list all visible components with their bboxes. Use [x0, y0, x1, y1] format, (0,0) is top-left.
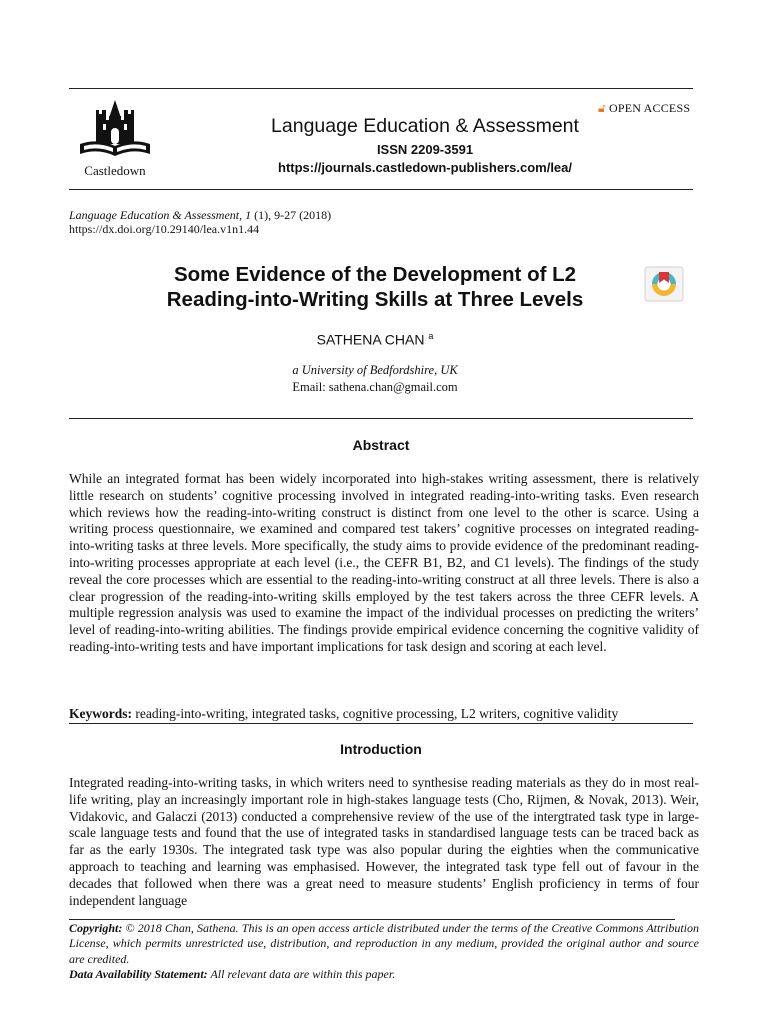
- author-name-text: SATHENA CHAN: [316, 331, 429, 348]
- copyright-text: © 2018 Chan, Sathena. This is an open access article distributed under the terms of the Creative Commons Attribution License, which permits unrestricted use, distribution, and reproduction in any medium, provided the original author and source are credited.: [69, 921, 699, 966]
- footer-rule: [69, 919, 675, 920]
- journal-title: Language Education & Assessment: [271, 115, 579, 137]
- citation-journal: Language Education & Assessment, 1: [69, 208, 252, 222]
- keywords-text: reading-into-writing, integrated tasks, cognitive processing, L2 writers, cognitive validity: [132, 706, 619, 721]
- abstract-top-rule: [69, 418, 693, 419]
- copyright-note: [69, 921, 699, 967]
- data-availability-label: Data Availability Statement:: [69, 967, 208, 982]
- doi-link[interactable]: https://dx.doi.org/10.29140/lea.v1n1.44: [69, 222, 260, 236]
- author-affiliation-marker: a: [428, 331, 434, 341]
- open-access-label: OPEN ACCESS: [608, 101, 691, 115]
- author-email: Email: sathena.chan@gmail.com: [292, 380, 458, 394]
- copyright-label: Copyright:: [69, 921, 123, 935]
- citation-details: (1), 9-27 (2018): [251, 208, 332, 222]
- abstract-heading: Abstract: [352, 437, 410, 453]
- open-lock-icon: 🔓︎: [598, 101, 606, 115]
- author-affiliation: a University of Bedfordshire, UK: [292, 363, 458, 377]
- paper-title: [100, 262, 650, 312]
- abstract-text: While an integrated format has been widely incorporated into high-stakes writing assessment, there is relatively little research on students’ cognitive processing involved in integrated reading-into-writing tasks. Even research which reviews how the reading-into-writing construct is distinct from one level to the other is scarce. Using a writing process questionnaire, we examined and compared test takers’ cognitive processes on integrated reading-into-writing tasks at three levels. More specifically, the study aims to provide evidence of the predominant reading-into-writing processes appropriate at each level (i.e., the CEFR B1, B2, and C1 levels). The findings of the study reveal the core processes which are essential to the reading-into-writing construct at all three levels. There is also a clear progression of the reading-into-writing skills employed by the test takers across the three CEFR levels. A multiple regression analysis was used to examine the impact of the individual processes on predicting the writers’ level of reading-into-writing abilities. The findings provide empirical evidence concerning the cognitive validity of reading-into-writing tests and have important implications for task design and scoring at each level.: [69, 471, 699, 654]
- header-top-rule: [69, 88, 693, 89]
- crossmark-icon: [644, 266, 684, 302]
- paper-title-line-2: Reading-into-Writing Skills at Three Levels: [166, 288, 584, 311]
- journal-url-link[interactable]: https://journals.castledown-publishers.com/lea/: [278, 160, 572, 175]
- author-name: [100, 331, 650, 348]
- citation-line: [69, 208, 331, 223]
- journal-issn: ISSN 2209-3591: [376, 142, 474, 157]
- publisher-name: Castledown: [84, 163, 146, 178]
- open-access-badge: [598, 101, 690, 116]
- data-availability-text: All relevant data are within this paper.: [207, 967, 396, 982]
- castle-book-icon: [74, 98, 156, 164]
- paper-title-line-1: Some Evidence of the Development of L2: [173, 263, 577, 286]
- introduction-text: Integrated reading-into-writing tasks, in which writers need to synthesise reading materials as they do in most real-life writing, play an increasingly important role in high-stakes language tests (Cho, Rijmen, & Novak, 2013). Weir, Vidakovic, and Galaczi (2013) conducted a comprehensive review of the use of the intergtrated task type in large-scale language tests and found that the use of integrated tasks in standardised language tests can be traced back as far as the early 1930s. The integrated task type was also popular during the eighties when the communicative approach to teaching and learning was emphasised. However, the integrated task type fell out of favour in the decades that followed when there was a great need to measure students’ English proficiency in terms of four independent language: [69, 775, 699, 908]
- crossmark-button[interactable]: [644, 266, 684, 302]
- keywords-line: [69, 706, 699, 722]
- keywords-rule: [69, 723, 693, 724]
- introduction-heading: Introduction: [340, 741, 422, 757]
- header-bottom-rule: [69, 189, 693, 190]
- keywords-label: Keywords:: [69, 706, 132, 721]
- data-availability-note: [69, 967, 699, 982]
- footer-notes: [69, 921, 699, 983]
